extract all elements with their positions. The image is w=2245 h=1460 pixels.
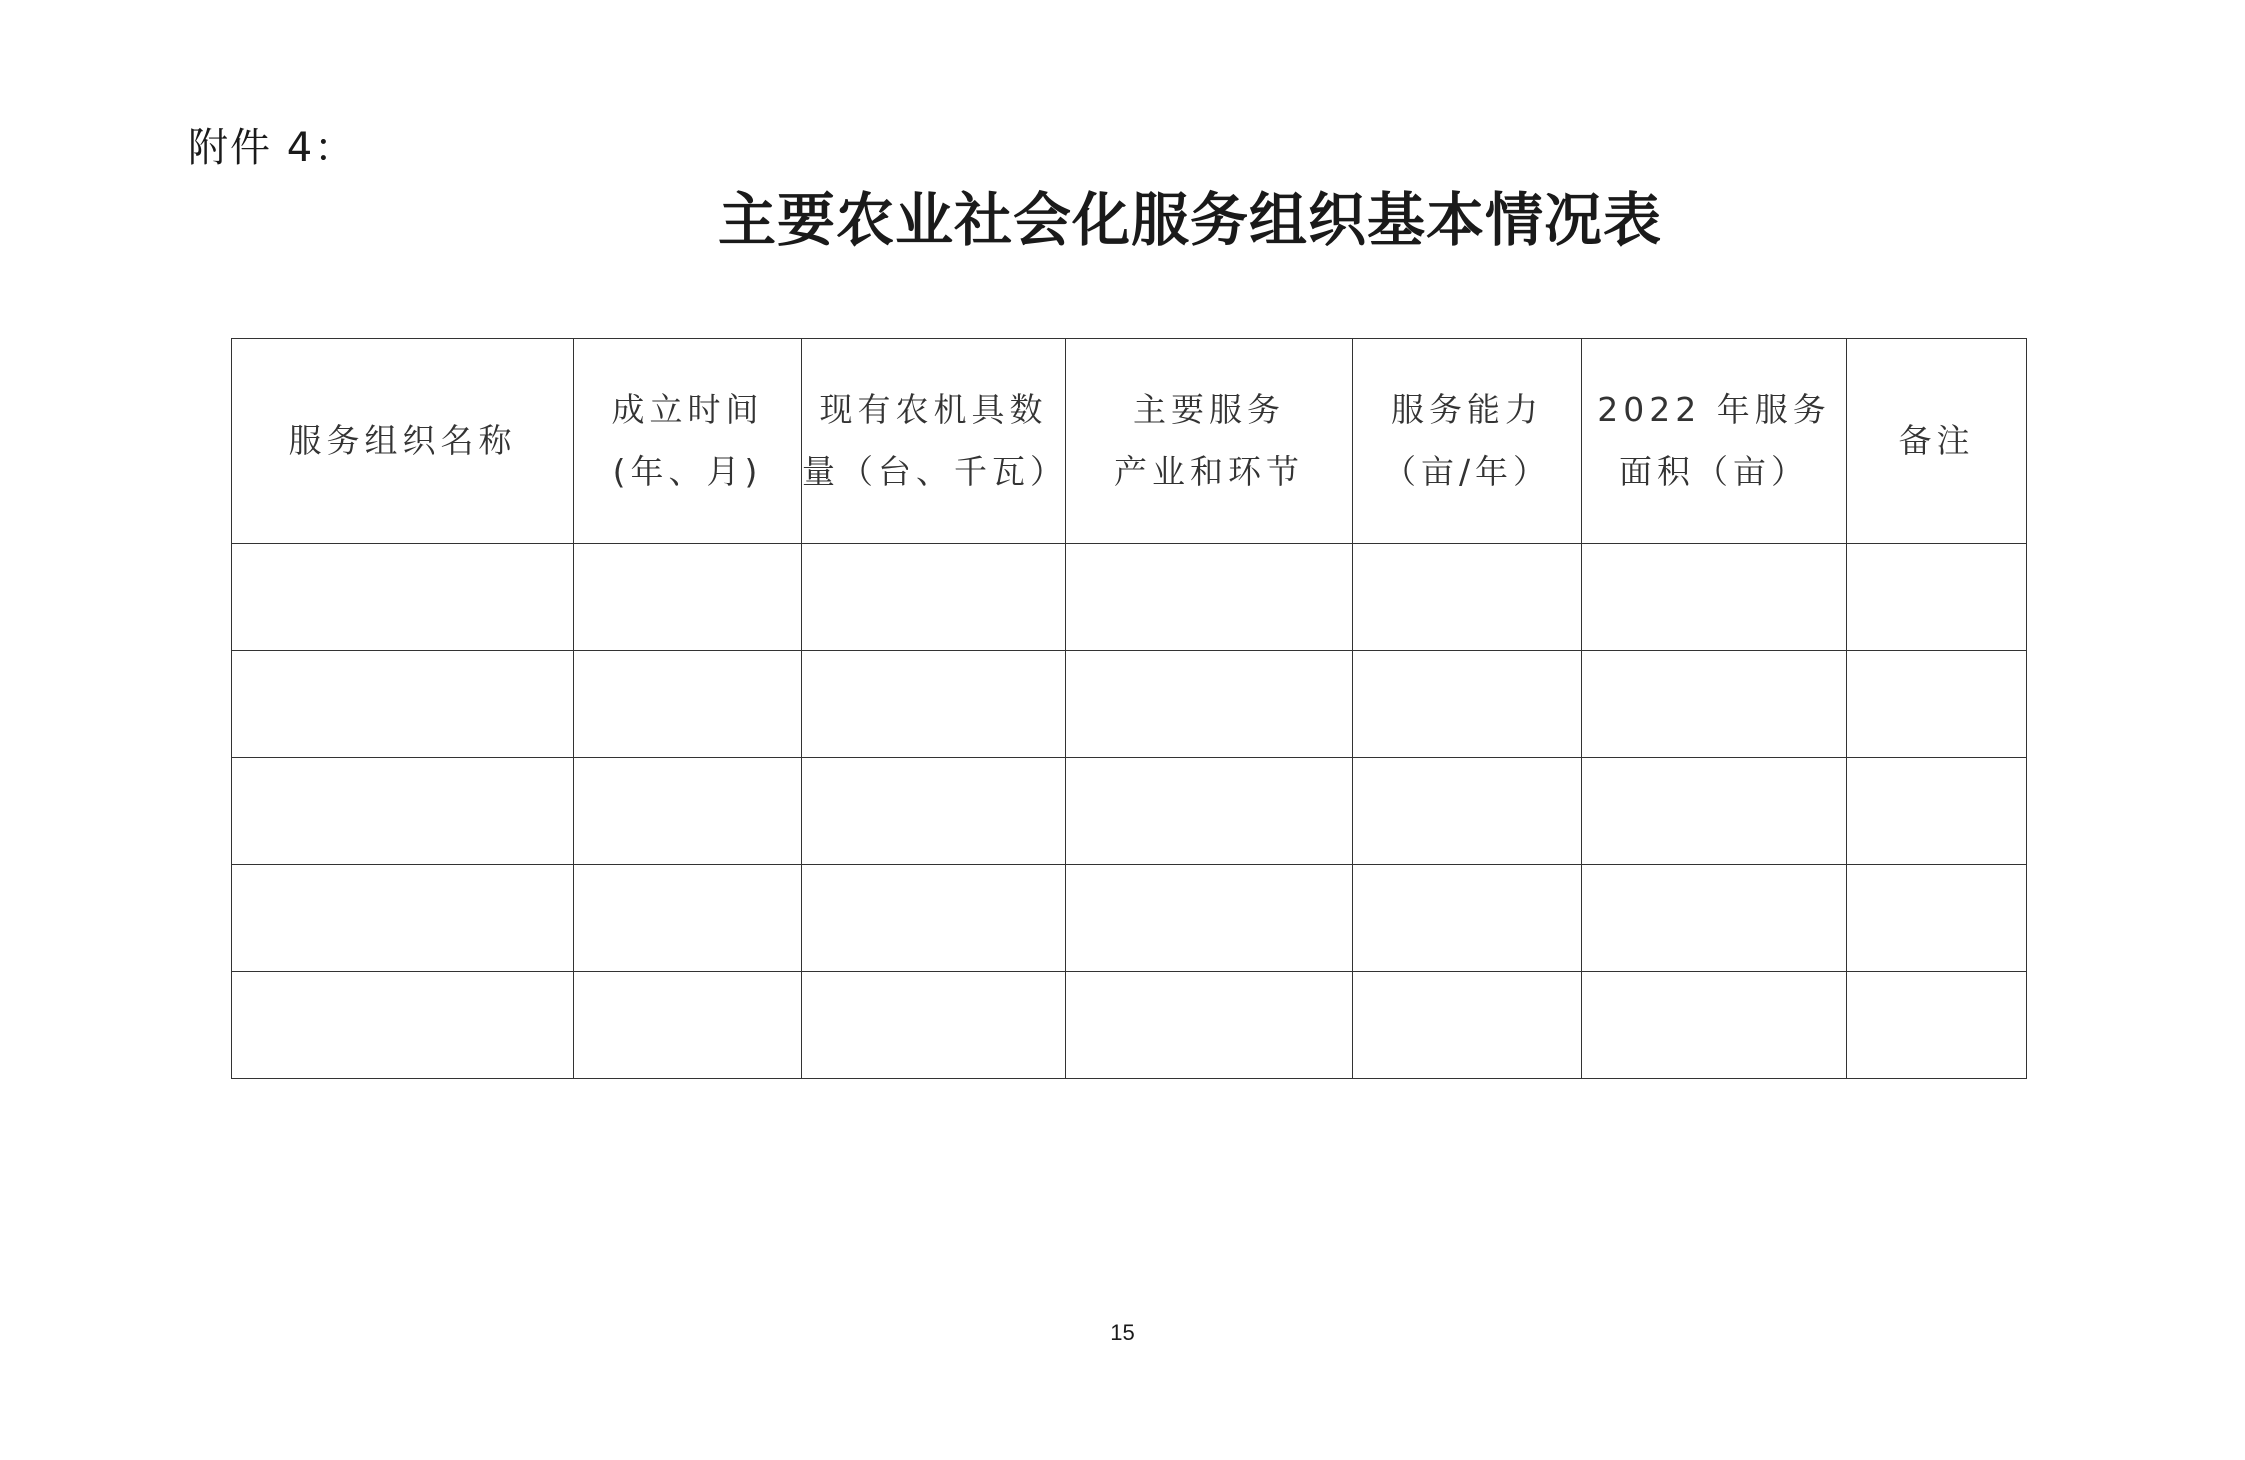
header-founded-date-line-1: 成立时间 (611, 390, 764, 429)
info-table (231, 338, 2027, 1079)
table-cell[interactable] (802, 865, 1066, 972)
table-cell[interactable] (1847, 544, 2027, 651)
table-cell[interactable] (802, 972, 1066, 1079)
table-cell[interactable] (232, 758, 574, 865)
table-cell[interactable] (232, 865, 574, 972)
table-cell[interactable] (1847, 758, 2027, 865)
header-remarks (1847, 339, 2027, 544)
header-service-area-2022 (1582, 339, 1847, 544)
table-header-row (232, 339, 2027, 544)
table-cell[interactable] (1066, 758, 1353, 865)
header-service-area-2022-line-2: 面积（亩） (1619, 452, 1809, 491)
header-org-name (232, 339, 574, 544)
table-cell[interactable] (232, 651, 574, 758)
table-cell[interactable] (1353, 544, 1582, 651)
header-founded-date (574, 339, 802, 544)
attachment-label: 附件 4： (188, 125, 357, 171)
table-cell[interactable] (574, 865, 802, 972)
table-cell[interactable] (1582, 865, 1847, 972)
header-machinery-line-2: 量（台、千瓦） (802, 452, 1068, 491)
header-main-services-line-1: 主要服务 (1133, 390, 1285, 429)
header-service-capacity (1353, 339, 1582, 544)
table-cell[interactable] (1847, 972, 2027, 1079)
table-cell[interactable] (574, 651, 802, 758)
table-cell[interactable] (802, 651, 1066, 758)
header-main-services-line-2: 产业和环节 (1114, 452, 1304, 491)
page-title: 主要农业社会化服务组织基本情况表 (717, 186, 1662, 254)
table-cell[interactable] (1066, 651, 1353, 758)
header-founded-date-line-2: (年、月) (612, 452, 763, 491)
table-cell[interactable] (232, 972, 574, 1079)
header-machinery (802, 339, 1066, 544)
table-cell[interactable] (1353, 865, 1582, 972)
header-remarks-line-1: 备注 (1898, 421, 1975, 460)
table-row (232, 758, 2027, 865)
table-cell[interactable] (1066, 865, 1353, 972)
table-cell[interactable] (574, 544, 802, 651)
table-cell[interactable] (1582, 758, 1847, 865)
table-cell[interactable] (1353, 972, 1582, 1079)
table-row (232, 972, 2027, 1079)
table-cell[interactable] (1582, 972, 1847, 1079)
table-row (232, 651, 2027, 758)
table-cell[interactable] (1847, 651, 2027, 758)
page-number: 15 (1110, 1320, 1135, 1345)
header-service-area-2022-line-1: 2022 年服务 (1597, 390, 1831, 429)
table-cell[interactable] (574, 758, 802, 865)
table-cell[interactable] (1353, 651, 1582, 758)
header-main-services (1066, 339, 1353, 544)
header-org-name-line-1: 服务组织名称 (288, 421, 517, 460)
table-cell[interactable] (1847, 865, 2027, 972)
header-service-capacity-line-2: （亩/年） (1382, 452, 1552, 491)
header-machinery-line-1: 现有农机具数 (819, 390, 1048, 429)
table-cell[interactable] (1582, 544, 1847, 651)
header-service-capacity-line-1: 服务能力 (1391, 390, 1543, 429)
table-cell[interactable] (232, 544, 574, 651)
table-row (232, 544, 2027, 651)
table-cell[interactable] (1582, 651, 1847, 758)
table-cell[interactable] (802, 758, 1066, 865)
table-cell[interactable] (1066, 544, 1353, 651)
table-cell[interactable] (1066, 972, 1353, 1079)
table-cell[interactable] (574, 972, 802, 1079)
table-cell[interactable] (1353, 758, 1582, 865)
table-row (232, 865, 2027, 972)
table-cell[interactable] (802, 544, 1066, 651)
